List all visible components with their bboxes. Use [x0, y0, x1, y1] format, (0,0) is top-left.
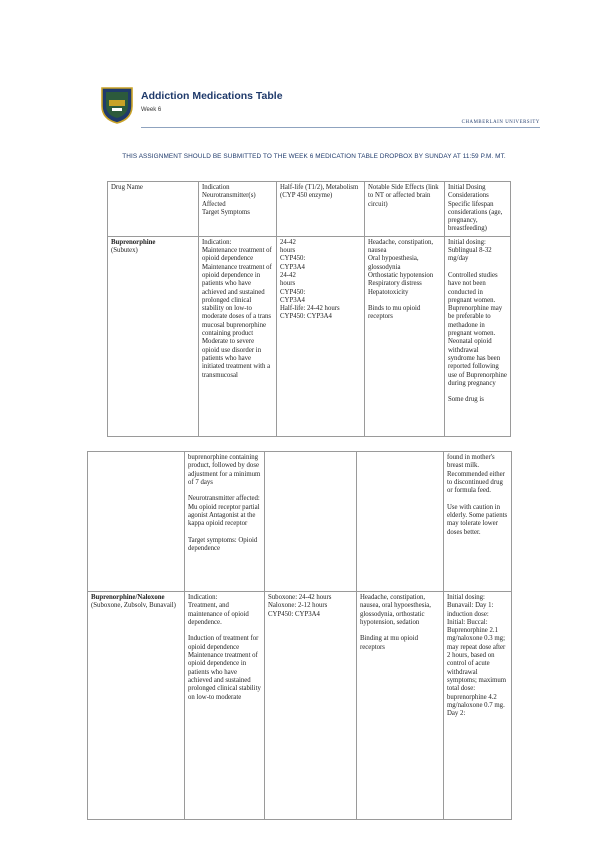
drug-name: Buprenorphine/Naloxone — [91, 594, 165, 601]
half-life-cell-empty — [265, 452, 357, 592]
university-crest-icon — [100, 86, 134, 124]
header-indication: Indication Neurotransmitter(s) Affected Target Symptoms — [199, 182, 277, 237]
side-effects-cell: Headache, constipation, nausea, oral hypoesthesia, glossodynia, orthostatic hypotension, sedation Binding at mu opioid receptors — [357, 592, 444, 820]
indication-cell: Indication: Maintenance treatment of opioid dependence Maintenance treatment of opioid dependence in patients who have achieved and sustained prolonged clinical stability on low-to moderate doses of a trans mucosal buprenorphine containing product Moderate to severe opioid use disorder in patients who have initiated treatment with a transmucosal — [199, 236, 277, 436]
header-divider — [141, 127, 540, 128]
document-subtitle: Week 6 — [141, 107, 162, 113]
side-effects-cell: Headache, constipation, nausea Oral hypoesthesia, glossodynia Orthostatic hypotension Respiratory distress Hepatotoxicity Binds to mu opioid receptors — [365, 236, 445, 436]
drug-brand: (Subutex) — [111, 247, 138, 255]
table-row-continued — [88, 452, 512, 592]
medication-table-page-1 — [107, 181, 511, 437]
header-side-effects: Notable Side Effects (link to NT or affected brain circuit) — [365, 182, 445, 237]
submission-notice: THIS ASSIGNMENT SHOULD BE SUBMITTED TO THE WEEK 6 MEDICATION TABLE DROPBOX BY SUNDAY AT 11:59 P.M. MT. — [122, 153, 506, 160]
table-row — [108, 236, 511, 436]
half-life-cell: Suboxone: 24-42 hours Naloxone: 2-12 hours CYP450: CYP3A4 — [265, 592, 357, 820]
drug-name-cell — [108, 236, 199, 436]
drug-name-cell — [88, 592, 185, 820]
dosing-cell: Initial dosing: Sublingual 8-32 mg/day Controlled studies have not been conducted in pregnant women. Buprenorphine may be preferable to methadone in pregnant women. Neonatal opioid withdrawal syndrome has been reported following use of Buprenorphine during pregnancy Some drug is — [445, 236, 511, 436]
indication-cell: Indication: Treatment, and maintenance of opioid dependence. Induction of treatment for opioid dependence Maintenance treatment of opioid dependence in patients who have achieved and sustained prolonged clinical stability on low-to moderate — [185, 592, 265, 820]
header-half-life: Half-life (T1/2), Metabolism (CYP 450 enzyme) — [277, 182, 365, 237]
header-dosing: Initial Dosing Considerations Specific lifespan considerations (age, pregnancy, breastfeeding) — [445, 182, 511, 237]
side-effects-cell-empty — [357, 452, 444, 592]
table-header-row — [108, 182, 511, 237]
document-header — [100, 82, 540, 130]
half-life-cell: 24-42 hours CYP450: CYP3A4 24-42 hours CYP450: CYP3A4 Half-life: 24-42 hours CYP450: CYP3A4 — [277, 236, 365, 436]
drug-brand: (Suboxone, Zubsolv, Bunavail) — [91, 602, 176, 610]
document-title: Addiction Medications Table — [141, 90, 283, 102]
drug-name: Buprenorphine — [111, 238, 156, 246]
dosing-cell-continued: found in mother's breast milk. Recommended either to discontinued drug or formula feed. Use with caution in elderly. Some patients may tolerate lower doses better. — [444, 452, 512, 592]
dosing-cell: Initial dosing: Bunavail: Day 1: induction dose: Initial: Buccal: Buprenorphine 2.1 mg/naloxone 0.3 mg; may repeat dose after 2 hours, based on control of acute withdrawal symptoms; maximum total dose: buprenorphine 4.2 mg/naloxone 0.7 mg. Day 2: — [444, 592, 512, 820]
medication-table-page-2 — [87, 451, 512, 820]
title-block — [141, 90, 283, 113]
table-row — [88, 592, 512, 820]
drug-name-cell-empty — [88, 452, 185, 592]
header-drug-name: Drug Name — [108, 182, 199, 237]
indication-cell-continued: buprenorphine containing product, followed by dose adjustment for a minimum of 7 days Neurotransmitter affected: Mu opioid receptor partial agonist Antagonist at the kappa opioid receptor Target symptoms: Opioid dependence — [185, 452, 265, 592]
university-name: CHAMBERLAIN UNIVERSITY — [461, 120, 540, 125]
